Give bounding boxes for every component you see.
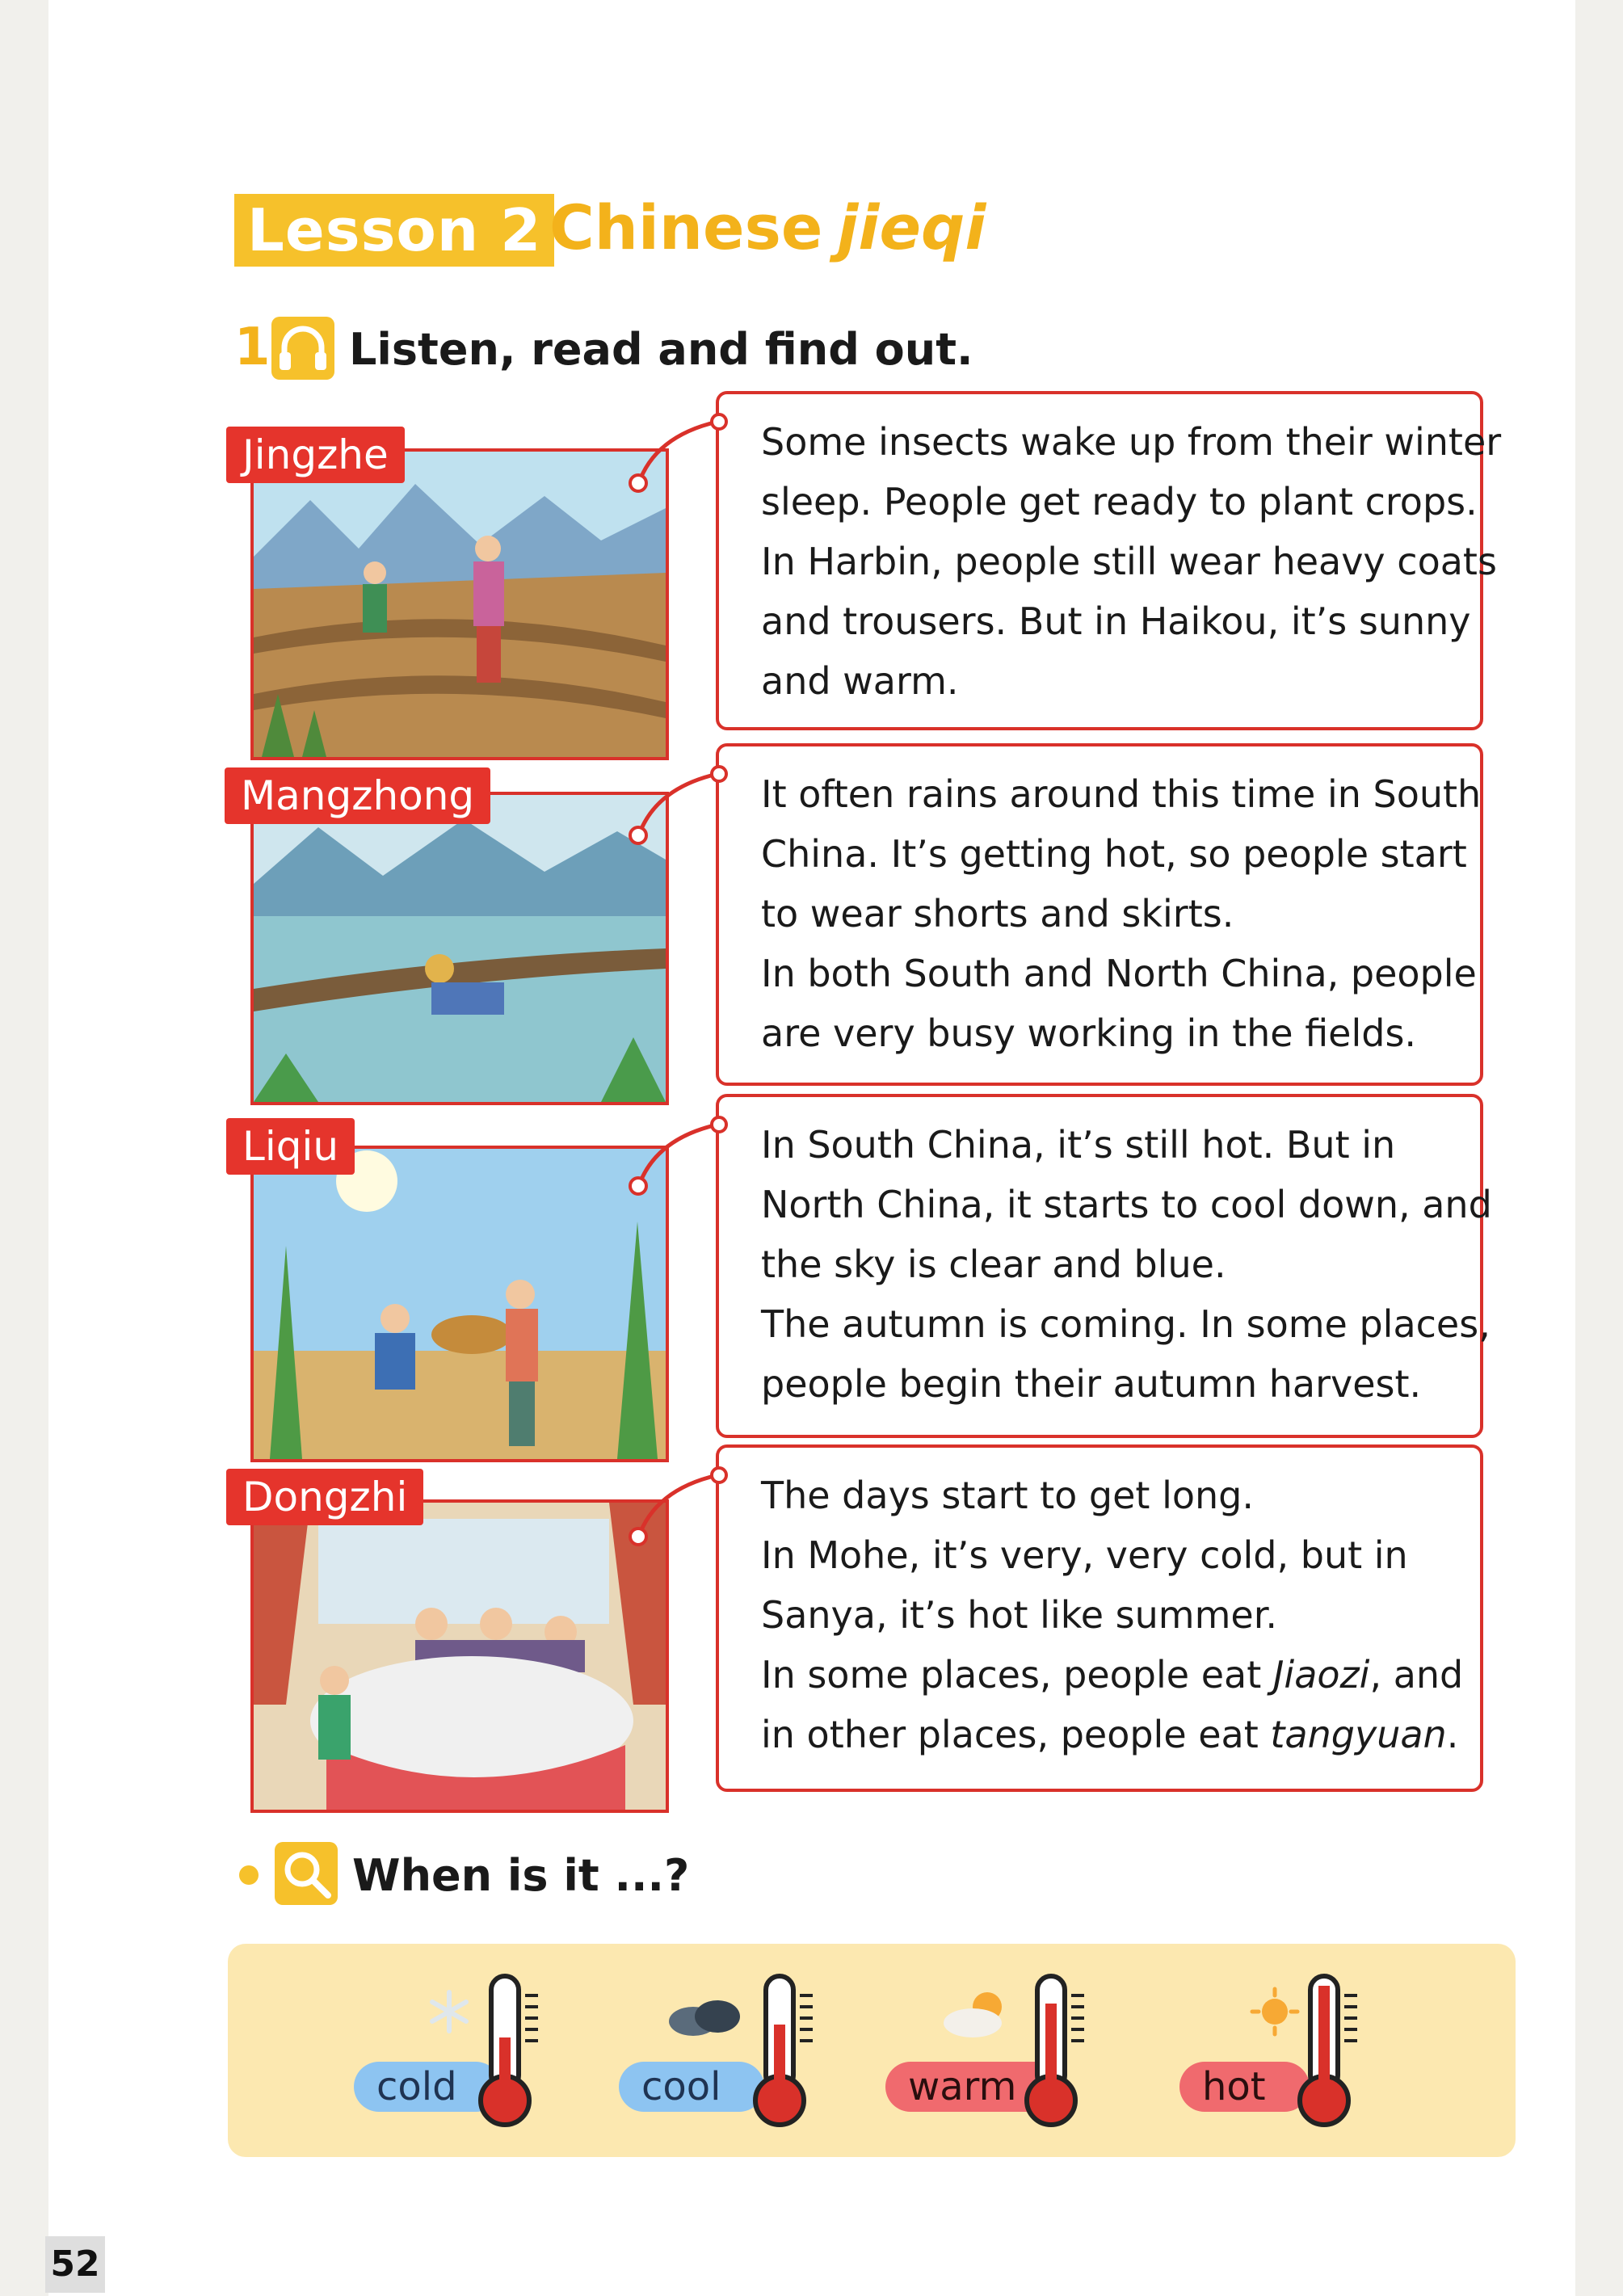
text-line: in other places, people eat tangyuan. bbox=[761, 1713, 1459, 1756]
lesson-title bbox=[549, 187, 986, 268]
temperature-item-cool bbox=[619, 1971, 829, 2133]
liqiu-card bbox=[716, 1094, 1492, 1438]
snowflake-icon bbox=[425, 1987, 473, 2036]
jingzhe-card bbox=[716, 391, 1502, 730]
magnifier-icon bbox=[275, 1842, 338, 1905]
thermometer-icon bbox=[748, 1971, 821, 2133]
dongzhi-illustration bbox=[250, 1499, 669, 1813]
question-text: When is it ...? bbox=[352, 1850, 690, 1901]
text-line: In both South and North China, people bbox=[761, 952, 1477, 995]
text-line: the sky is clear and blue. bbox=[761, 1243, 1226, 1286]
text-line: In Mohe, it’s very, very cold, but in bbox=[761, 1533, 1408, 1577]
jingzhe-illustration bbox=[250, 448, 669, 760]
jieqi-tag-mangzhong: Mangzhong bbox=[225, 767, 490, 824]
activity-number: 1 bbox=[234, 317, 271, 377]
temperature-label: hot bbox=[1179, 2062, 1310, 2112]
text-line: are very busy working in the fields. bbox=[761, 1011, 1417, 1055]
text-line: Some insects wake up from their winter bbox=[761, 420, 1502, 464]
jieqi-tag-liqiu: Liqiu bbox=[226, 1118, 355, 1175]
text-line: It often rains around this time in South bbox=[761, 772, 1482, 816]
text-line: In Harbin, people still wear heavy coats bbox=[761, 540, 1497, 583]
text-line: sleep. People get ready to plant crops. bbox=[761, 480, 1478, 524]
text-line: In some places, people eat Jiaozi, and bbox=[761, 1653, 1464, 1697]
temperature-item-cold bbox=[354, 1971, 564, 2133]
text-line: and warm. bbox=[761, 659, 959, 703]
text-line: The days start to get long. bbox=[761, 1474, 1254, 1517]
temperature-label: warm bbox=[885, 2062, 1060, 2112]
sun-cloud-icon bbox=[937, 1986, 1018, 2042]
page-number: 52 bbox=[45, 2236, 105, 2293]
jieqi-tag-dongzhi: Dongzhi bbox=[226, 1469, 423, 1525]
lesson-title-main: Chinese bbox=[549, 191, 823, 263]
temperature-item-warm bbox=[885, 1971, 1095, 2133]
text-line: to wear shorts and skirts. bbox=[761, 892, 1234, 936]
text-line: The autumn is coming. In some places, bbox=[761, 1302, 1491, 1346]
thermometer-icon bbox=[473, 1971, 546, 2133]
activity-instruction: Listen, read and find out. bbox=[349, 324, 973, 375]
cloud-icon bbox=[664, 1992, 745, 2037]
dongzhi-card bbox=[716, 1444, 1483, 1792]
jieqi-tag-jingzhe: Jingzhe bbox=[226, 427, 405, 483]
liqiu-illustration bbox=[250, 1146, 669, 1462]
text-line: China. It’s getting hot, so people start bbox=[761, 832, 1467, 876]
text-line: In South China, it’s still hot. But in bbox=[761, 1123, 1396, 1167]
temperature-label: cold bbox=[354, 2062, 501, 2112]
lesson-badge: Lesson 2 bbox=[234, 194, 554, 267]
temperature-item-hot bbox=[1179, 1971, 1390, 2133]
headphones-icon[interactable] bbox=[271, 317, 334, 380]
thermometer-icon bbox=[1293, 1971, 1365, 2133]
mangzhong-illustration bbox=[250, 792, 669, 1105]
thermometer-icon bbox=[1020, 1971, 1092, 2133]
text-line: North China, it starts to cool down, and bbox=[761, 1183, 1492, 1226]
bullet-dot bbox=[239, 1865, 259, 1885]
mangzhong-card bbox=[716, 743, 1483, 1086]
text-line: people begin their autumn harvest. bbox=[761, 1362, 1422, 1406]
text-line: and trousers. But in Haikou, it’s sunny bbox=[761, 599, 1471, 643]
lesson-title-italic: jieqi bbox=[837, 191, 986, 263]
text-line: Sanya, it’s hot like summer. bbox=[761, 1593, 1278, 1637]
temperature-label: cool bbox=[619, 2062, 764, 2112]
